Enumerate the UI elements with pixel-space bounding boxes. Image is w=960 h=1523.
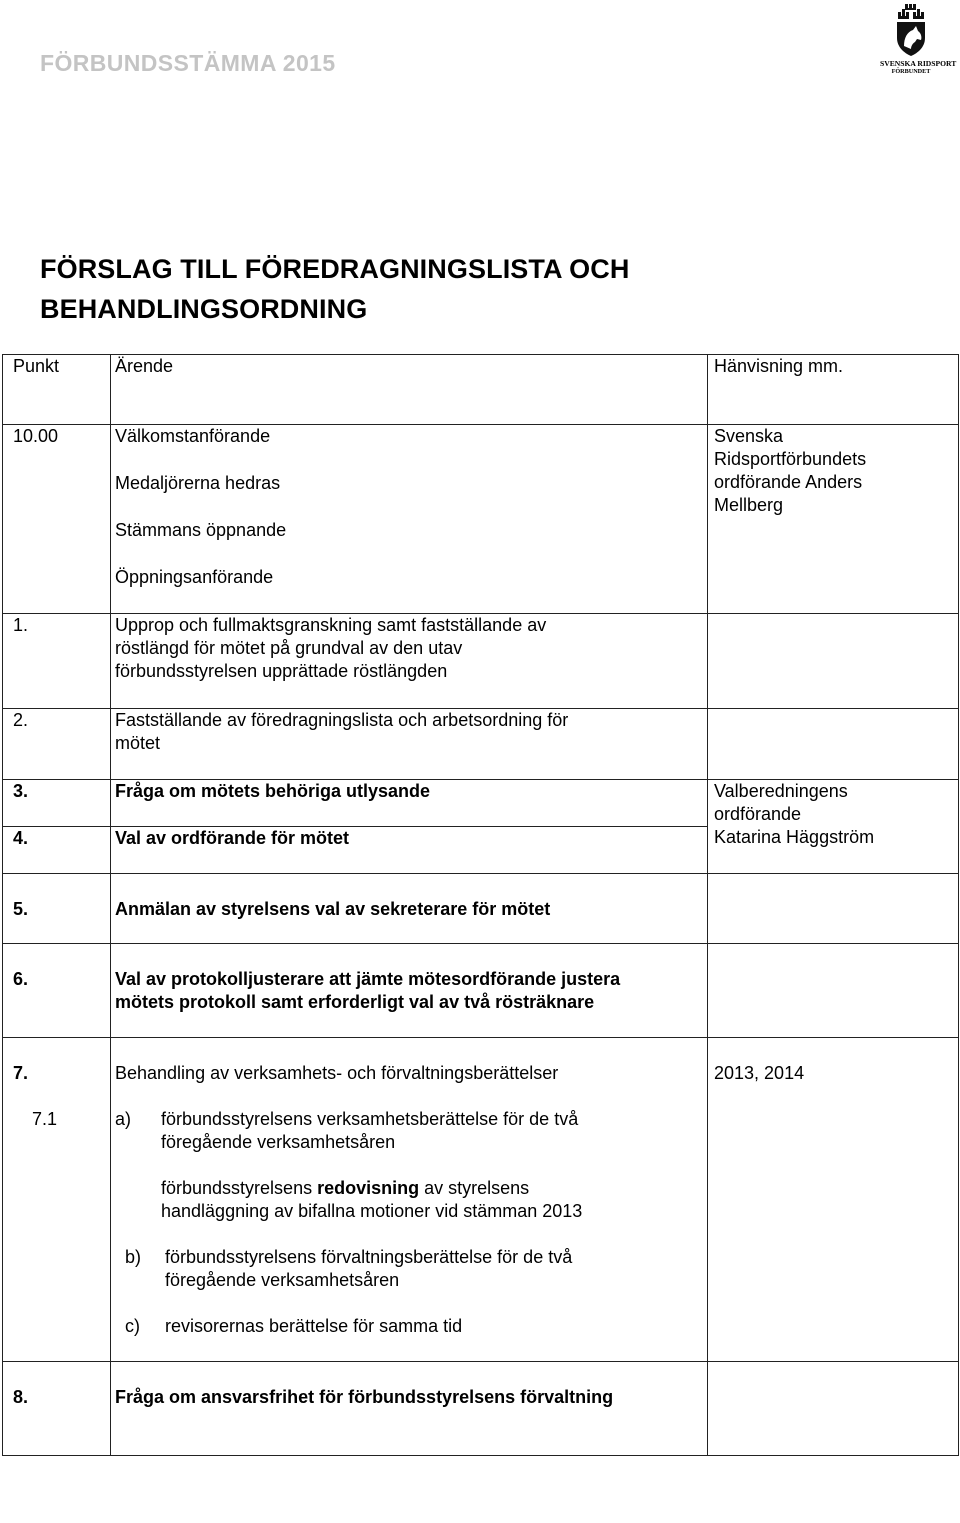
list-item: Stämmans öppnande [115,520,287,540]
list-item-spacer [115,1177,161,1223]
punkt-1: 1. [3,614,111,709]
list-item: Öppningsanförande [115,567,274,587]
list-item-label: a) [115,1109,132,1129]
text-line: röstlängd för mötet på grundval av den utav [115,638,463,658]
header-title: FÖRBUNDSSTÄMMA 2015 [40,50,336,76]
text-line [161,1177,582,1200]
list-item-text: revisorernas berättelse för samma tid [165,1316,463,1336]
table-header-row [3,355,959,425]
text-line: förbundsstyrelsens verksamhetsberättelse för de två [161,1109,579,1129]
ref-1 [708,614,959,709]
table-row-5 [3,874,959,944]
ref-line: ordförande Anders [714,472,863,492]
text-line: Behandling av verksamhets- och förvaltningsberättelser [115,1063,559,1083]
ref-line: Svenska [714,426,784,446]
list-item-b [115,1246,707,1292]
ref-opening [708,425,959,614]
text-line: föregående verksamhetsåren [165,1270,400,1290]
list-item-text [165,1246,572,1292]
punkt-opening: 10.00 [3,425,111,614]
punkt-4: 4. [3,827,111,874]
list-item-c [115,1315,707,1338]
text-fragment: av styrelsens [419,1178,530,1198]
ref-line: Valberedningens [714,781,848,801]
table-row-opening [3,425,959,614]
table-row-3 [3,780,959,827]
header-arende: Ärende [111,355,708,425]
crown-horse-emblem-icon [880,4,942,56]
table-row-2 [3,709,959,780]
ref-line: Katarina Häggström [714,827,875,847]
arende-1 [111,614,708,709]
punkt-7 [3,1038,111,1362]
logo [880,4,957,78]
table-row-6 [3,944,959,1038]
logo-line2: FÖRBUNDET [891,67,931,75]
header-punkt: Punkt [3,355,111,425]
text-line: föregående verksamhetsåren [161,1132,396,1152]
agenda-table [2,354,959,1456]
document-title [40,249,629,329]
text-line: mötets protokoll samt erforderligt val av två rösträknare [115,992,595,1012]
list-item-text [161,1108,578,1154]
text-line: Upprop och fullmaktsgranskning samt fastställande av [115,615,547,635]
ref-8 [708,1362,959,1456]
table-row-1 [3,614,959,709]
arende-6 [111,944,708,1038]
list-item-a [115,1108,707,1154]
ref-6 [708,944,959,1038]
arende-3: Fråga om mötets behöriga utlysande [111,780,708,827]
punkt-6: 6. [3,944,111,1038]
list-item-text [161,1177,582,1223]
text-line: förbundsstyrelsens förvaltningsberättelse för de två [165,1247,573,1267]
punkt-3: 3. [3,780,111,827]
ref-7: 2013, 2014 [708,1038,959,1362]
ref-5 [708,874,959,944]
list-item-label: b) [125,1247,142,1267]
list-item: Medaljörerna hedras [115,473,281,493]
table-row-7 [3,1038,959,1362]
list-item-redovisning [115,1177,707,1223]
text-fragment-bold: redovisning [317,1178,420,1198]
list-item-label: c) [125,1316,140,1336]
text-line: Fastställande av föredragningslista och arbetsordning för [115,710,569,730]
list-item: Välkomstanförande [115,426,271,446]
table-row-8 [3,1362,959,1456]
document-title-line1: FÖRSLAG TILL FÖREDRAGNINGSLISTA OCH [40,254,630,284]
ref-line: Ridsportförbundets [714,449,867,469]
text-line: förbundsstyrelsen upprättade röstlängden [115,661,448,681]
arende-8: Fråga om ansvarsfrihet för förbundsstyrelsens förvaltning [111,1362,708,1456]
arende-7 [111,1038,708,1362]
header-hanvisning: Hänvisning mm. [708,355,959,425]
arende-2 [111,709,708,780]
opening-items [111,425,708,614]
ref-2 [708,709,959,780]
text-fragment: förbundsstyrelsens [161,1178,318,1198]
ref-3-4 [708,780,959,874]
text-line: handläggning av bifallna motioner vid stämman 2013 [161,1201,583,1221]
ref-line: Mellberg [714,495,784,515]
punkt-7-label: 7. [13,1063,29,1083]
punkt-7-1-label: 7.1 [32,1109,58,1129]
text-line: Val av protokolljusterare att jämte mötesordförande justera [115,969,621,989]
arende-5: Anmälan av styrelsens val av sekreterare för mötet [111,874,708,944]
punkt-5: 5. [3,874,111,944]
punkt-8: 8. [3,1362,111,1456]
ref-line: ordförande [714,804,802,824]
text-line: mötet [115,733,161,753]
punkt-2: 2. [3,709,111,780]
arende-4: Val av ordförande för mötet [111,827,708,874]
document-title-line2: BEHANDLINGSORDNING [40,294,368,324]
logo-line1: SVENSKA RIDSPORT [880,59,957,68]
